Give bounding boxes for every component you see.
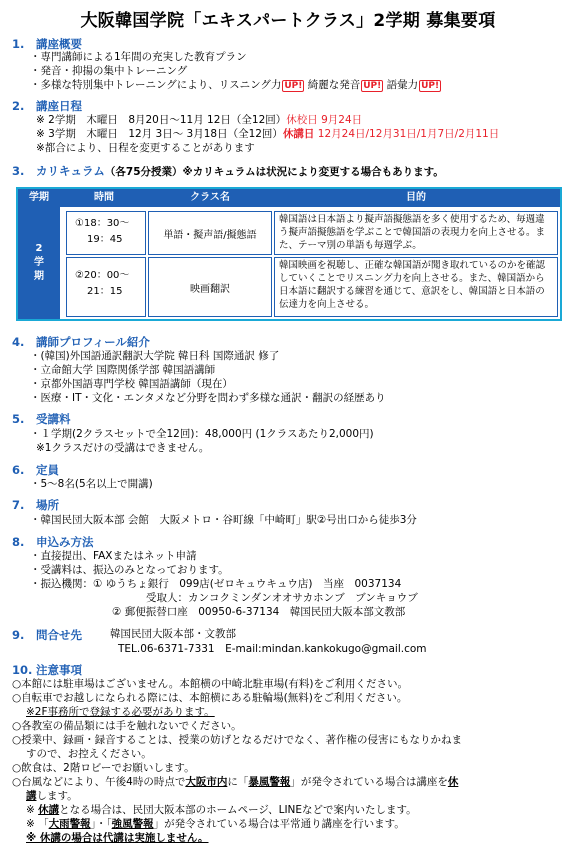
section-heading-contact: 9. 問合せ先	[12, 628, 82, 642]
note-line: すので、お控えください。	[26, 748, 152, 760]
overview-line: ・専門講師による1年間の充実した教育プラン	[30, 51, 247, 63]
curriculum-table	[16, 187, 562, 321]
class-name-cell: 単語・擬声語/擬態語	[148, 211, 272, 255]
note-line: ※ 休講となる場合は、民団大阪本部のホームページ、LINEなどで案内いたします。	[26, 804, 417, 816]
note-line: ※ 「大雨警報」・「強風警報」が発令されている場合は平常通り講座を行います。	[26, 818, 405, 830]
profile-line: ・立命館大学 国際関係学部 韓国語講師	[30, 364, 216, 376]
profile-line: ・(韓国)外国語通訳翻訳大学院 韓日科 国際通訳 修了	[30, 350, 280, 362]
profile-line: ・京都外国語専門学校 韓国語講師（現在）	[30, 378, 233, 390]
section-heading-profile: 4. 講師プロフィール紹介	[12, 335, 150, 349]
profile-line: ・医療・IT・文化・エンタメなど分野を問わず多様な通訳・翻訳の経歴あり	[30, 392, 386, 404]
note-line: ○各教室の備品類には手を触れないでください。	[12, 720, 242, 732]
section-heading-schedule: 2. 講座日程	[12, 99, 82, 113]
fee-line: ・１学期(2クラスセットで全12回)：48,000円 (1クラスあたり2,000円)	[30, 428, 374, 440]
contact-org: 韓国民団大阪本部・文教部	[110, 628, 236, 640]
schedule-term-3: ※ 3学期 木曜日 12月 3日～ 3月18日（全12回）休講日 12月24日/12月31日/1月7日/2月11日	[36, 128, 500, 140]
note-line: ○授業中、録画・録音することは、授業の妨げとなるだけでなく、著作権の侵害にもなりかねま	[12, 734, 462, 746]
apply-line: ・受講料は、振込のみとなっております。	[30, 564, 229, 576]
note-line: ○飲食は、2階ロビーでお願いします。	[12, 762, 195, 774]
note-line: ○台風などにより、午後4時の時点で大阪市内に「暴風警報」が発令されている場合は講座を休	[12, 776, 459, 788]
schedule-note: ※都合により、日程を変更することがあります	[36, 142, 255, 154]
section-heading-fee: 5. 受講料	[12, 412, 71, 426]
section-heading-apply: 8. 申込み方法	[12, 535, 94, 549]
note-line: ※ 休講の場合は代講は実施しません。	[26, 832, 209, 844]
table-header: 学期	[18, 189, 60, 207]
table-header: 目的	[272, 189, 560, 207]
section-heading-capacity: 6. 定員	[12, 463, 59, 477]
note-line: ○本館には駐車場はございません。本館横の中崎北駐車場(有料)をご利用ください。	[12, 678, 408, 690]
apply-line: ・振込機関：① ゆうちょ銀行 099店(ゼロキュウキュウ店) 当座 0037134	[30, 578, 402, 590]
fee-note: ※1クラスだけの受講はできません。	[36, 442, 210, 454]
overview-line: ・多様な特別集中トレーニングにより、リスニング力 UP! 綺麗な発音 UP! 語彙力 UP!	[30, 79, 440, 91]
up-badge: UP!	[421, 81, 440, 91]
time-cell: ①18：30～ 19：45	[66, 211, 146, 255]
overview-line: ・発音・抑揚の集中トレーニング	[30, 65, 188, 77]
section-heading-overview: 1. 講座概要	[12, 37, 82, 51]
section-heading-place: 7. 場所	[12, 498, 59, 512]
place-line: ・韓国民団大阪本部 会館 大阪メトロ・谷町線「中崎町」駅②号出口から徒歩3分	[30, 514, 417, 526]
time-cell: ②20：00～ 21：15	[66, 257, 146, 317]
apply-line: ・直接提出、FAXまたはネット申請	[30, 550, 197, 562]
term-cell: 2 学 期	[18, 207, 60, 319]
capacity-line: ・5～8名(5名以上で開講)	[30, 478, 153, 490]
contact-tel-email: TEL.06-6371-7331 E-mail:mindan.kankokugo@gmail.com	[118, 643, 427, 655]
table-header: クラス名	[148, 189, 272, 207]
note-line: ※2F事務所で登録する必要があります。	[26, 706, 215, 718]
schedule-term-2: ※ 2学期 木曜日 8月20日～11月 12日（全12回）休校日 9月24日	[36, 114, 363, 126]
note-line: ○自転車でお越しになられる際には、本館横にある駐輪場(無料)をご利用ください。	[12, 692, 408, 704]
table-header: 時間	[60, 189, 148, 207]
note-line: 講します。	[26, 790, 78, 802]
up-badge: UP!	[284, 81, 303, 91]
apply-line: ② 郵便振替口座 00950-6-37134 韓国民団大阪本部文教部	[112, 606, 406, 618]
purpose-cell: 韓国映画を視聴し、正確な韓国語が聞き取れているのかを確認していくことでリスニング力を向上させる。また、韓国語から日本語に翻訳する練習を通じて、意訳をし、韓国語と日本語の伝達力を向上させる。	[274, 257, 558, 317]
up-badge: UP!	[363, 81, 382, 91]
page-title: 大阪韓国学院「エキスパートクラス」2学期 募集要項	[80, 11, 496, 31]
section-heading-curriculum: 3. カリキュラム（各75分授業）※カリキュラムは状況により変更する場合もあります。	[12, 164, 444, 178]
class-name-cell: 映画翻訳	[148, 257, 272, 317]
section-heading-notes: 10. 注意事項	[12, 663, 82, 677]
purpose-cell: 韓国語は日本語より擬声語擬態語を多く使用するため、毎週違う擬声語擬態語を学ぶことで韓国語の表現力を向上させる。また、テーマ別の単語も毎週学ぶ。	[274, 211, 558, 255]
apply-line: 受取人：カンコクミンダンオオサカホンブ ブンキョウブ	[146, 592, 418, 604]
